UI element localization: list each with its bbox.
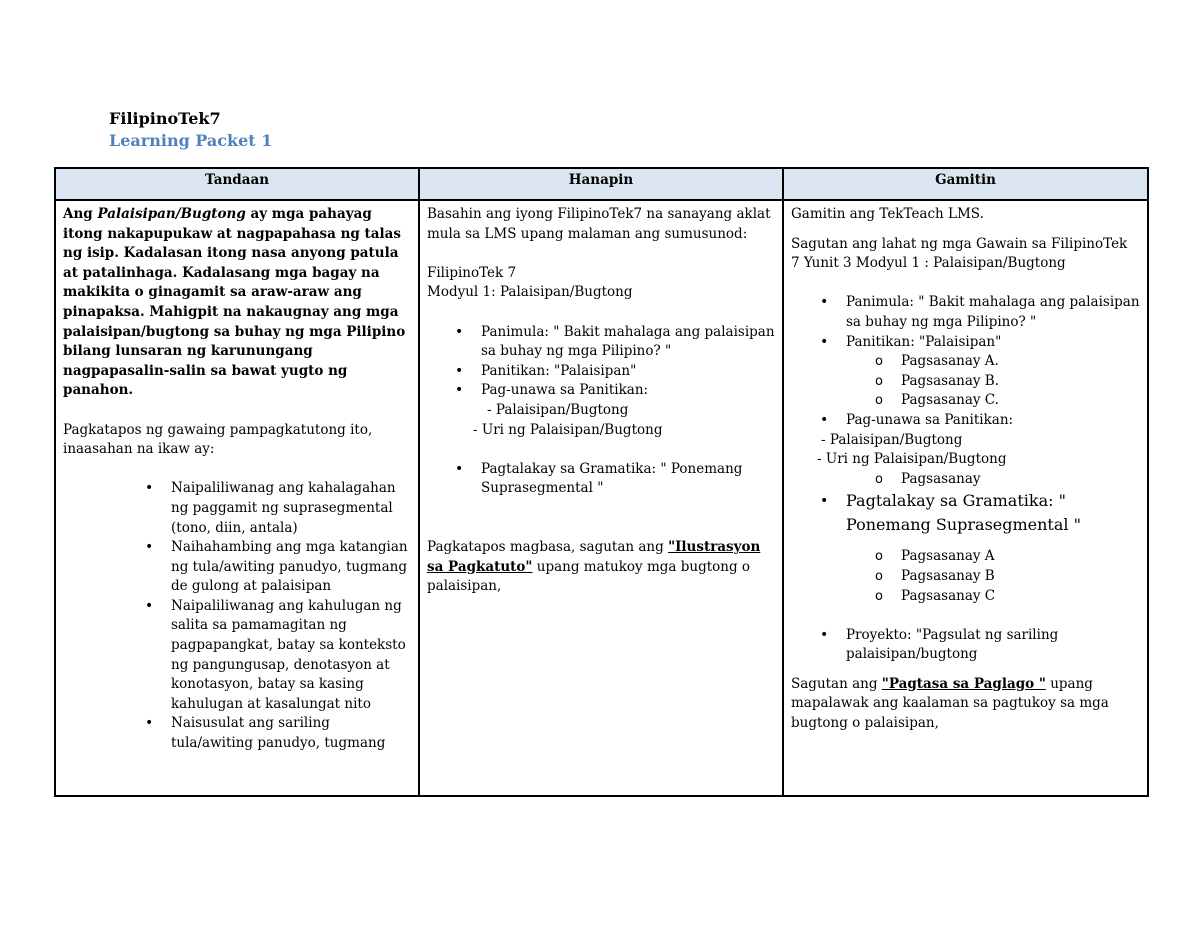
column-header-gamitin: Gamitin	[783, 168, 1148, 200]
gamitin-sublist-a	[901, 352, 1140, 411]
list-item: o Pagsasanay C.	[901, 391, 1140, 411]
tandaan-cell	[55, 200, 419, 796]
document-header	[109, 108, 272, 152]
table-row	[55, 200, 1148, 796]
gamitin-sub-item: - Palaisipan/Bugtong	[821, 431, 963, 448]
list-item: o Pagsasanay	[901, 470, 1140, 490]
list-item: • Naihahambing ang mga katangian ng tula/awiting panudyo, tugmang de gulong at palaisipan	[171, 538, 411, 597]
list-item: o Pagsasanay C	[901, 587, 1140, 607]
column-header-tandaan: Tandaan	[55, 168, 419, 200]
list-item: o Pagsasanay A	[901, 547, 1140, 567]
list-item: • Panitikan: "Palaisipan"	[481, 362, 775, 382]
hanapin-sub-item: - Palaisipan/Bugtong	[487, 401, 629, 418]
objectives-list	[171, 479, 411, 753]
gamitin-list	[846, 293, 1140, 352]
hanapin-sub-item: - Uri ng Palaisipan/Bugtong	[473, 421, 663, 438]
gamitin-cell	[783, 200, 1148, 796]
ilustrasyon-link[interactable]: "Ilustrasyon sa Pagkatuto"	[427, 539, 761, 575]
table-header-row	[55, 168, 1148, 200]
list-item: o Pagsasanay A.	[901, 352, 1140, 372]
column-header-hanapin: Hanapin	[419, 168, 783, 200]
hanapin-list	[481, 323, 775, 401]
list-item: • Pagtalakay sa Gramatika: " Ponemang Suprasegmental "	[481, 460, 775, 499]
gamitin-line-2: Sagutan ang lahat ng mga Gawain sa FilipinoTek 7 Yunit 3 Modyul 1 : Palaisipan/Bugtong	[791, 235, 1128, 272]
gamitin-sub-item: - Uri ng Palaisipan/Bugtong	[817, 451, 1007, 468]
hanapin-module: Modyul 1: Palaisipan/Bugtong	[427, 284, 633, 301]
list-item: o Pagsasanay B.	[901, 372, 1140, 392]
list-item: • Pag-unawa sa Panitikan:	[481, 381, 775, 401]
hanapin-intro: Basahin ang iyong FilipinoTek7 na sanayang aklat mula sa LMS upang malaman ang sumusunod:	[427, 206, 771, 242]
document-title: FilipinoTek7	[109, 109, 221, 128]
list-item: • Panimula: " Bakit mahalaga ang palaisipan sa buhay ng mga Pilipino? "	[846, 293, 1140, 332]
pagtasa-link[interactable]: "Pagtasa sa Paglago "	[881, 675, 1046, 692]
gamitin-list-3	[846, 489, 1140, 537]
list-item: • Panimula: " Bakit mahalaga ang palaisipan sa buhay ng mga Pilipino? "	[481, 323, 775, 362]
learning-packet-table	[54, 167, 1149, 797]
list-item: • Naipaliliwanag ang kahalagahan ng paggamit ng suprasegmental (tono, diin, antala)	[171, 479, 411, 538]
list-item: • Proyekto: "Pagsulat ng sariling palaisipan/bugtong	[846, 626, 1140, 665]
list-item: o Pagsasanay B	[901, 567, 1140, 587]
gamitin-closing: Sagutan ang "Pagtasa sa Paglago " upang mapalawak ang kaalaman sa pagtukoy sa mga bugtong o palaisipan,	[791, 675, 1109, 732]
hanapin-closing: Pagkatapos magbasa, sagutan ang "Ilustrasyon sa Pagkatuto" upang matukoy mga bugtong o palaisipan,	[427, 539, 761, 595]
list-item: • Naisusulat ang sariling tula/awiting panudyo, tugmang	[171, 714, 411, 753]
gamitin-sublist-c	[901, 547, 1140, 606]
list-item: • Panitikan: "Palaisipan"	[846, 333, 1140, 353]
list-item: • Pagtalakay sa Gramatika: " Ponemang Suprasegmental "	[846, 489, 1140, 537]
hanapin-book: FilipinoTek 7	[427, 264, 517, 281]
list-item: • Naipaliliwanag ang kahulugan ng salita sa pamamagitan ng pagpapangkat, batay sa konteksto ng pangungusap, denotasyon at konotasyon, batay sa kasing kahulugan at kasalungat nito	[171, 597, 411, 715]
gamitin-line-1: Gamitin ang TekTeach LMS.	[791, 206, 984, 222]
hanapin-list-2	[481, 460, 775, 499]
tandaan-intro: Ang Palaisipan/Bugtong ay mga pahayag itong nakapupukaw at nagpapahasa ng talas ng isip. Kadalasan itong nasa anyong patula at patalinhaga. Kadalasang mga bagay na makikita o ginagamit sa araw-araw ang pinapaksa. Mahigpit na nakaugnay ang mga palaisipan/bugtong sa buhay ng mga Pilipino bilang lunsaran ng karunungang nagpapasalin-salin sa bawat yugto ng panahon.	[63, 206, 406, 399]
gamitin-sublist-b	[901, 470, 1140, 490]
tandaan-expectation: Pagkatapos ng gawaing pampagkatutong ito, inaasahan na ikaw ay:	[63, 421, 373, 458]
hanapin-cell	[419, 200, 783, 796]
gamitin-list-2	[846, 411, 1140, 431]
list-item: • Pag-unawa sa Panitikan:	[846, 411, 1140, 431]
gamitin-list-4	[846, 626, 1140, 665]
document-subtitle: Learning Packet 1	[109, 131, 273, 150]
